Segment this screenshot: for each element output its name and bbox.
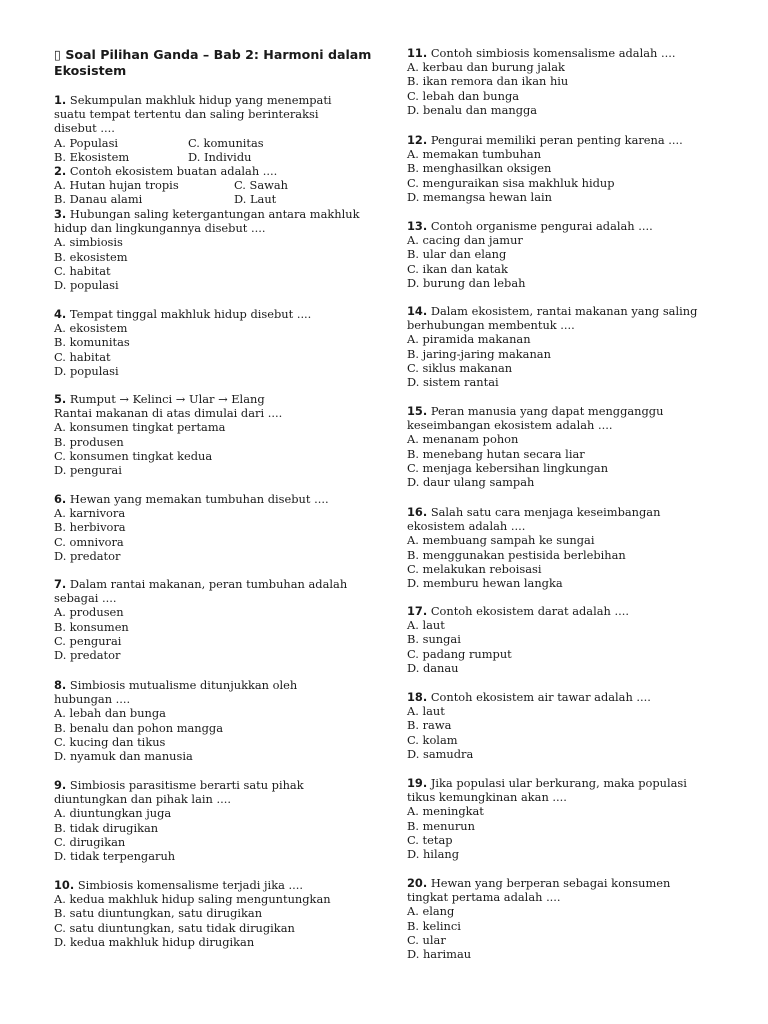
option-b[interactable]: B. ular dan elang <box>407 247 507 262</box>
option-c[interactable]: C. Sawah <box>234 178 289 193</box>
option-d[interactable]: D. kedua makhluk hidup dirugikan <box>54 934 255 949</box>
question-text: 6. Hewan yang memakan tumbuhan disebut .... <box>54 492 329 506</box>
option-a[interactable]: A. memakan tumbuhan <box>407 147 542 162</box>
option-b[interactable]: B. komunitas <box>54 335 130 350</box>
question-text: 17. Contoh ekosistem darat adalah .... <box>407 604 629 618</box>
option-c[interactable]: C. komunitas <box>188 135 264 150</box>
option-d[interactable]: D. tidak terpengaruh <box>54 849 176 864</box>
option-a[interactable]: A. meningkat <box>407 804 484 819</box>
question-4 <box>54 307 374 378</box>
option-b[interactable]: B. sungai <box>407 632 461 647</box>
option-c[interactable]: C. ular <box>407 932 446 947</box>
question-text: 15. Peran manusia yang dapat mengganggu keseimbangan ekosistem adalah .... <box>407 404 664 433</box>
question-12 <box>407 133 727 204</box>
option-d[interactable]: D. memburu hewan langka <box>407 576 563 591</box>
question-text: 14. Dalam ekosistem, rantai makanan yang saling berhubungan membentuk .... <box>407 304 698 333</box>
option-b[interactable]: B. menurun <box>407 818 475 833</box>
option-b[interactable]: B. Danau alami <box>54 192 143 207</box>
question-1 <box>54 93 354 164</box>
option-a[interactable]: A. kedua makhluk hidup saling menguntungkan <box>54 892 331 907</box>
question-text: 16. Salah satu cara menjaga keseimbangan ekosistem adalah .... <box>407 505 661 534</box>
option-a[interactable]: A. Hutan hujan tropis <box>54 178 179 193</box>
option-d[interactable]: D. harimau <box>407 947 472 962</box>
option-b[interactable]: B. rawa <box>407 718 452 733</box>
option-a[interactable]: A. elang <box>407 904 455 919</box>
option-d[interactable]: D. Laut <box>234 192 277 207</box>
question-text: 7. Dalam rantai makanan, peran tumbuhan adalah sebagai .... <box>54 577 348 606</box>
question-18 <box>407 690 727 761</box>
option-a[interactable]: A. ekosistem <box>54 321 128 336</box>
option-a[interactable]: A. lebah dan bunga <box>54 706 166 721</box>
option-d[interactable]: D. predator <box>54 648 121 663</box>
option-b[interactable]: B. tidak dirugikan <box>54 820 159 835</box>
option-c[interactable]: C. menjaga kebersihan lingkungan <box>407 460 609 475</box>
option-d[interactable]: D. memangsa hewan lain <box>407 189 552 204</box>
option-d[interactable]: D. danau <box>407 660 459 675</box>
question-text: 3. Hubungan saling ketergantungan antara makhluk hidup dan lingkungannya disebut .... <box>54 207 360 236</box>
option-b[interactable]: B. menghasilkan oksigen <box>407 161 552 176</box>
question-15 <box>407 404 707 489</box>
option-b[interactable]: B. menggunakan pestisida berlebihan <box>407 547 626 562</box>
question-text: 5. Rumput → Kelinci → Ular → Elang <box>54 392 265 406</box>
option-d[interactable]: D. populasi <box>54 363 119 378</box>
option-c[interactable]: C. habitat <box>54 263 111 278</box>
option-a[interactable]: A. laut <box>407 618 445 633</box>
option-b[interactable]: B. kelinci <box>407 918 461 933</box>
option-c[interactable]: C. habitat <box>54 349 111 364</box>
option-b[interactable]: B. ikan remora dan ikan hiu <box>407 74 569 89</box>
option-c[interactable]: C. dirugikan <box>54 834 126 849</box>
option-d[interactable]: D. predator <box>54 548 121 563</box>
option-d[interactable]: D. daur ulang sampah <box>407 475 535 490</box>
option-b[interactable]: B. Ekosistem <box>54 149 130 164</box>
option-c[interactable]: C. padang rumput <box>407 646 512 661</box>
question-16 <box>407 505 697 590</box>
question-17 <box>407 604 727 675</box>
option-b[interactable]: B. ekosistem <box>54 249 128 264</box>
question-text: 4. Tempat tinggal makhluk hidup disebut .... <box>54 307 312 321</box>
option-d[interactable]: D. Individu <box>188 149 252 164</box>
option-a[interactable]: A. membuang sampah ke sungai <box>407 533 595 548</box>
question-text: 2. Contoh ekosistem buatan adalah .... <box>54 164 278 178</box>
page-title: ▯ Soal Pilihan Ganda – Bab 2: Harmoni dalam Ekosistem <box>54 47 372 78</box>
question-14 <box>407 304 707 389</box>
question-20 <box>407 876 697 961</box>
question-text-2: Rantai makanan di atas dimulai dari .... <box>54 406 283 421</box>
question-text: 11. Contoh simbiosis komensalisme adalah .... <box>407 46 676 60</box>
option-d[interactable]: D. benalu dan mangga <box>407 102 538 117</box>
question-10 <box>54 878 374 949</box>
option-c[interactable]: C. menguraikan sisa makhluk hidup <box>407 175 615 190</box>
option-c[interactable]: C. kucing dan tikus <box>54 734 166 749</box>
option-row <box>54 178 374 192</box>
option-c[interactable]: C. ikan dan katak <box>407 261 508 276</box>
option-d[interactable]: D. samudra <box>407 746 474 761</box>
option-a[interactable]: A. piramida makanan <box>407 332 531 347</box>
option-b[interactable]: B. menebang hutan secara liar <box>407 446 585 461</box>
option-a[interactable]: A. kerbau dan burung jalak <box>407 60 565 75</box>
option-a[interactable]: A. menanam pohon <box>407 432 519 447</box>
question-13 <box>407 219 727 290</box>
option-b[interactable]: B. produsen <box>54 434 124 449</box>
option-c[interactable]: C. kolam <box>407 732 458 747</box>
option-c[interactable]: C. tetap <box>407 832 453 847</box>
option-b[interactable]: B. jaring-jaring makanan <box>407 346 551 361</box>
question-5 <box>54 392 374 477</box>
option-a[interactable]: A. konsumen tingkat pertama <box>54 420 226 435</box>
option-a[interactable]: A. cacing dan jamur <box>407 233 523 248</box>
option-c[interactable]: C. melakukan reboisasi <box>407 561 542 576</box>
question-text: 1. Sekumpulan makhluk hidup yang menempati suatu tempat tertentu dan saling berinteraksi disebut .... <box>54 93 332 136</box>
option-b[interactable]: B. satu diuntungkan, satu dirugikan <box>54 906 263 921</box>
option-b[interactable]: B. herbivora <box>54 520 126 535</box>
option-c[interactable]: C. omnivora <box>54 534 124 549</box>
option-a[interactable]: A. diuntungkan juga <box>54 806 172 821</box>
question-7 <box>54 577 354 662</box>
option-row <box>54 150 354 164</box>
question-8 <box>54 678 324 763</box>
option-a[interactable]: A. karnivora <box>54 506 126 521</box>
option-d[interactable]: D. sistem rantai <box>407 375 499 390</box>
option-b[interactable]: B. konsumen <box>54 619 129 634</box>
question-text: 8. Simbiosis mutualisme ditunjukkan oleh hubungan .... <box>54 678 298 707</box>
question-6 <box>54 492 374 563</box>
option-b[interactable]: B. benalu dan pohon mangga <box>54 720 224 735</box>
option-c[interactable]: C. pengurai <box>54 633 122 648</box>
question-9 <box>54 778 324 863</box>
option-c[interactable]: C. konsumen tingkat kedua <box>54 448 213 463</box>
option-a[interactable]: A. laut <box>407 704 445 719</box>
question-2 <box>54 164 374 207</box>
option-row <box>54 136 354 150</box>
question-text: 20. Hewan yang berperan sebagai konsumen tingkat pertama adalah .... <box>407 876 671 905</box>
option-a[interactable]: A. Populasi <box>54 135 119 150</box>
option-c[interactable]: C. satu diuntungkan, satu tidak dirugikan <box>54 920 295 935</box>
question-text: 10. Simbiosis komensalisme terjadi jika .... <box>54 878 303 892</box>
question-11 <box>407 46 727 117</box>
option-d[interactable]: D. populasi <box>54 278 119 293</box>
question-3 <box>54 207 374 292</box>
question-text: 13. Contoh organisme pengurai adalah .... <box>407 219 653 233</box>
option-c[interactable]: C. siklus makanan <box>407 360 513 375</box>
option-d[interactable]: D. burung dan lebah <box>407 275 526 290</box>
option-d[interactable]: D. nyamuk dan manusia <box>54 749 193 764</box>
option-d[interactable]: D. pengurai <box>54 463 122 478</box>
option-row <box>54 192 374 206</box>
option-c[interactable]: C. lebah dan bunga <box>407 88 520 103</box>
question-text: 12. Pengurai memiliki peran penting karena .... <box>407 133 683 147</box>
question-text: 9. Simbiosis parasitisme berarti satu pihak diuntungkan dan pihak lain .... <box>54 778 304 807</box>
option-d[interactable]: D. hilang <box>407 847 460 862</box>
question-text: 19. Jika populasi ular berkurang, maka populasi tikus kemungkinan akan .... <box>407 776 687 805</box>
question-19 <box>407 776 707 861</box>
question-text: 18. Contoh ekosistem air tawar adalah .... <box>407 690 651 704</box>
option-a[interactable]: A. produsen <box>54 605 124 620</box>
option-a[interactable]: A. simbiosis <box>54 235 123 250</box>
